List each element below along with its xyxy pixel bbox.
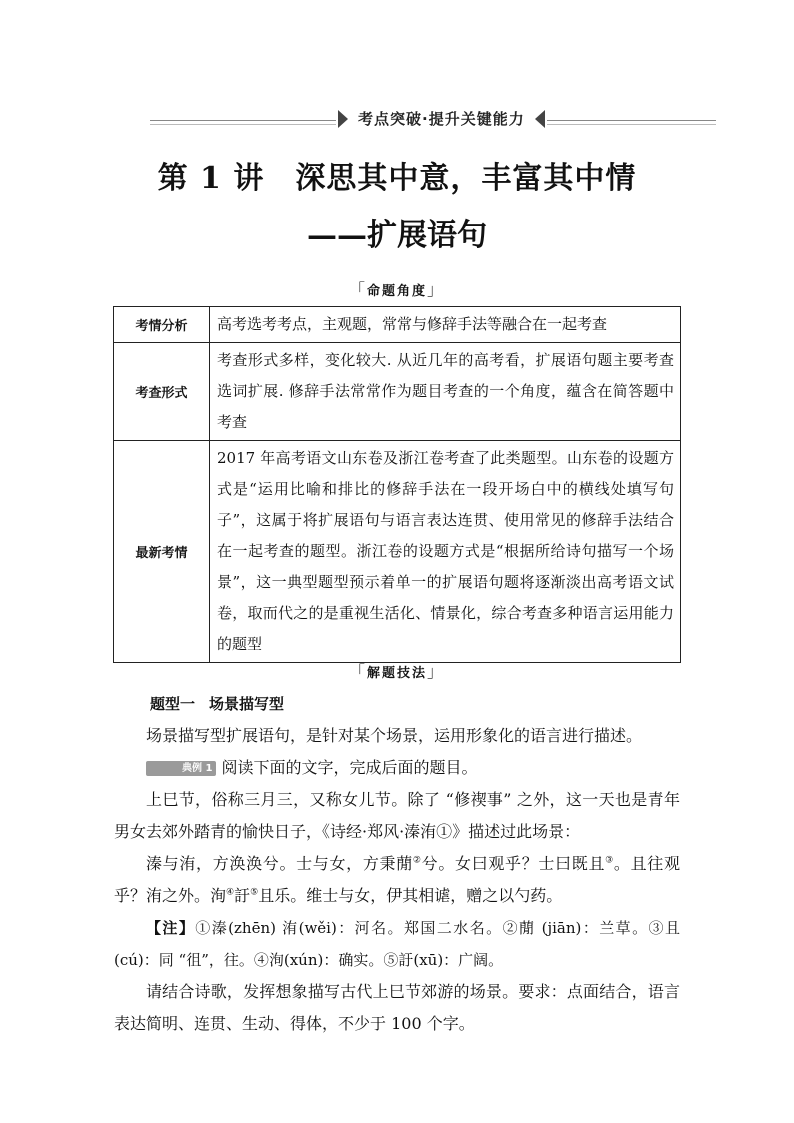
footnote-mark: ② <box>412 855 422 866</box>
page-header <box>150 108 716 132</box>
question-type-heading <box>114 688 680 720</box>
poem-text: 溱与洧，方涣涣兮。士与女，方秉蕑 <box>146 854 413 873</box>
section-angle-label: 命题角度 <box>366 284 427 299</box>
note-label: 【注】 <box>146 919 196 937</box>
poem-text: 且乐。维士与女，伊其相谑，赠之以勺药。 <box>258 886 563 905</box>
row-key: 最新考情 <box>114 441 210 663</box>
exam-info-table <box>113 306 681 663</box>
footnote-mark: ⑤ <box>250 887 259 898</box>
example-text: 阅读下面的文字，完成后面的题目。 <box>221 758 478 777</box>
poem-text: 兮。女曰观乎？士曰既且 <box>421 854 606 873</box>
section-method: 「解题技法」 <box>348 662 446 681</box>
row-key: 考情分析 <box>114 307 210 343</box>
table-row <box>114 343 681 441</box>
section-method-label: 解题技法 <box>366 666 427 681</box>
example-line <box>114 752 680 784</box>
example-tag: 典例 1 <box>146 761 216 776</box>
notes-paragraph <box>114 912 680 976</box>
type-label: 题型一 <box>150 695 196 713</box>
poem-text: 訏 <box>234 886 251 905</box>
intro-paragraph: 场景描写型扩展语句，是针对某个场景，运用形象化的语言进行描述。 <box>146 726 643 745</box>
lesson-subtitle: ——扩展语句 <box>307 218 487 253</box>
note-text: ①溱(zhēn) 洧(wěi)：河名。郑国二水名。②蕑 (jiān)：兰草。③且 (cú)：同 “徂”，往。④洵(xún)：确实。⑤訏(xū)：广阔。 <box>114 919 680 969</box>
row-value: 高考选考考点，主观题，常常与修辞手法等融合在一起考查 <box>210 307 681 343</box>
question-paragraph: 请结合诗歌，发挥想象描写古代上巳节郊游的场景。要求：点面结合，语言表达简明、连贯、生动、得体，不少于 100 个字。 <box>114 982 680 1033</box>
footnote-mark: ④ <box>226 887 235 898</box>
section-angle: 「命题角度」 <box>348 280 446 299</box>
header-tab: 考点突破·提升关键能力 <box>336 108 547 130</box>
row-value: 考查形式多样，变化较大. 从近几年的高考看，扩展语句题主要考查选词扩展. 修辞手法常常作为题目考查的一个角度，蕴含在简答题中考查 <box>210 343 681 441</box>
row-key: 考查形式 <box>114 343 210 441</box>
footnote-mark: ③ <box>605 855 614 866</box>
table-row <box>114 441 681 663</box>
type-name: 场景描写型 <box>209 695 285 713</box>
main-content <box>114 688 680 1040</box>
row-value: 2017 年高考语文山东卷及浙江卷考查了此类题型。山东卷的设题方式是“运用比喻和排比的修辞手法在一段开场白中的横线处填写句子”，这属于将扩展语句与语言表达连贯、使用常见的修辞手法结合在一起考查的题型。浙江卷的设题方式是“根据所给诗句描写一个场景”，这一典型题型预示着单一的扩展语句题将逐渐淡出高考语文试卷，取而代之的是重视生活化、情景化，综合考查多种语言运用能力的题型 <box>210 441 681 663</box>
context-paragraph: 上巳节，俗称三月三，又称女儿节。除了 “修禊事” 之外，这一天也是青年男女去郊外踏青的愉快日子，《诗经·郑风·溱洧①》描述过此场景： <box>114 790 680 841</box>
poem-paragraph <box>114 848 680 912</box>
poem-text: 。且往观乎？洧之外。洵 <box>114 854 680 905</box>
table-row <box>114 307 681 343</box>
lesson-title: 第 1 讲 深思其中意，丰富其中情 <box>157 161 637 196</box>
